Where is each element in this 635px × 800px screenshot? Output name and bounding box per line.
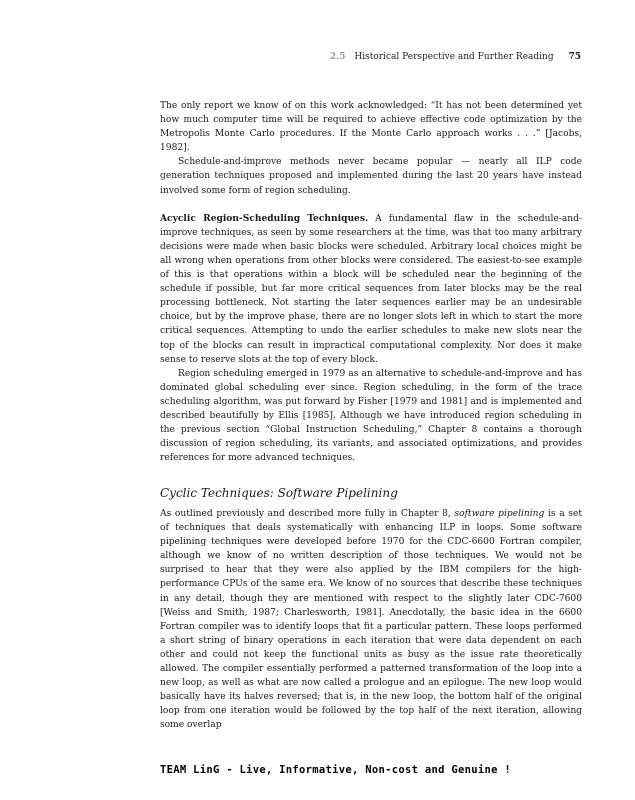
paragraph-jacobs-quote: The only report we know of on this work acknowledged: “It has not been determined yet how much computer time will be required to achieve effective code optimization by the Metropolis Monte Carlo procedures. If the Monte Carlo approach works . . .” [Jacobs, 1982]. [160, 101, 582, 154]
upper-text-block [160, 99, 582, 465]
paragraph-acyclic-region-scheduling [160, 212, 582, 367]
paragraph-software-pipelining-start: As outlined previously and described more fully in Chapter 8, [160, 509, 455, 519]
term-software-pipelining: software pipelining [454, 509, 545, 519]
running-header [330, 52, 581, 62]
paragraph-software-pipelining-rest: is a set of techniques that deals systematically with enhancing ILP in loops. Some software pipelining techniques were developed before 1970 for the CDC-6600 Fortran compiler, although we know of no written description of those techniques. We would not be surprised to hear that they were also applied by the IBM compilers for the high-performance CPUs of the same era. We know of no sources that describe these techniques in any detail, though they are mentioned with respect to the slightly later CDC-7600 [Weiss and Smith, 1987; Charlesworth, 1981]. Anecdotally, the basic idea in the 6600 Fortran compiler was to identify loops that fit a particular pattern. These loops performed a short string of binary operations in each iteration that were data dependent on each other and could not keep the functional units as busy as the issue rate theoretically allowed. The compiler essentially performed a patterned transformation of the loop into a new loop, as well as what are now called a prologue and an epilogue. The new loop would basically have its halves reversed; that is, in the new loop, the bottom half of the original loop from one iteration would be followed by the top half of the next iteration, allowing some overlap [160, 509, 582, 731]
runin-heading-acyclic: Acyclic Region-Scheduling Techniques. [160, 212, 369, 224]
header-section-title: Historical Perspective and Further Reading [354, 52, 554, 62]
page-number: 75 [568, 52, 581, 62]
paragraph-schedule-and-improve: Schedule-and-improve methods never became popular — nearly all ILP code generation techniques proposed and implemented during the last 20 years have instead involved some form of region scheduling. [160, 157, 582, 196]
paragraph-region-scheduling-emerged: Region scheduling emerged in 1979 as an alternative to schedule-and-improve and has dominated global scheduling ever since. Region scheduling, in the form of the trace scheduling algorithm, was put forward by Fisher [1979 and 1981] and is implemented and described beautifully by Ellis [1985]. Although we have introduced region scheduling in the previous section “Global Instruction Scheduling,” Chapter 8 contains a thorough discussion of region scheduling, its variants, and associated optimizations, and provides references for more advanced techniques. [160, 368, 582, 464]
lower-text-block [160, 507, 582, 733]
header-section-number: 2.5 [329, 52, 346, 62]
paragraph-acyclic-body: A fundamental flaw in the schedule-and-improve techniques, as seen by some researchers at the time, was that too many arbitrary decisions were made when basic blocks were scheduled. Arbitrary local choices might be all wrong when operations from other blocks were considered. The easiest-to-see example of this is that operations within a block will be scheduled near the beginning of the schedule if possible, but far more critical sequences from later blocks may be the real processing bottleneck. Not starting the later sequences earlier may be an undesirable choice, but by the improve phase, there are no longer slots left in which to start the more critical sequences. Attempting to undo the earlier schedules to make new slots near the top of the blocks can result in impractical computational complexity. Nor does it make sense to reserve slots at the top of every block. [160, 213, 582, 365]
section-heading: Cyclic Techniques: Software Pipelining [160, 486, 398, 500]
paragraph-software-pipelining [160, 507, 582, 733]
footer-watermark: TEAM LinG - Live, Informative, Non-cost and Genuine ! [160, 764, 511, 776]
